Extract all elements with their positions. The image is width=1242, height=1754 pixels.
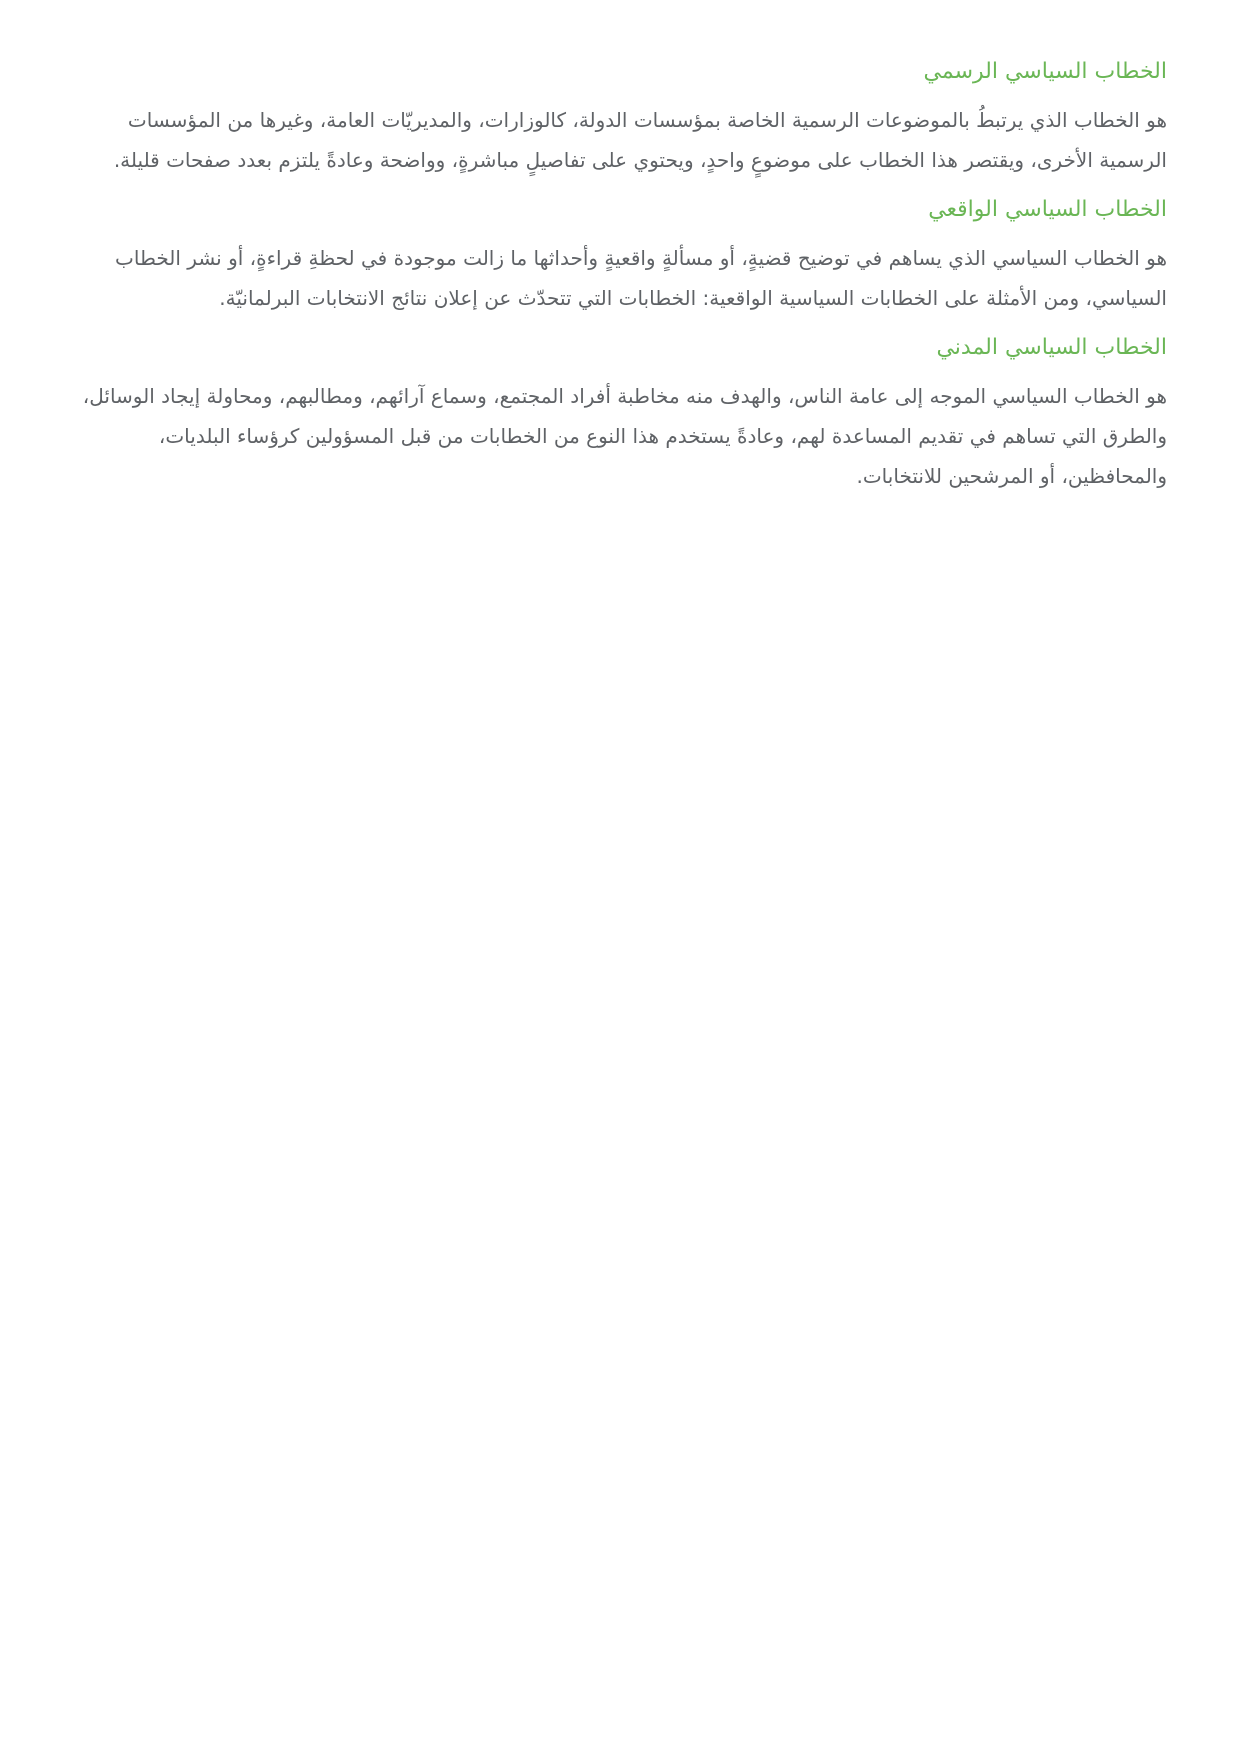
section-body: هو الخطاب الذي يرتبطُ بالموضوعات الرسمية الخاصة بمؤسسات الدولة، كالوزارات، والمديريّات العامة، وغيرها من المؤسسات الرسمية الأخرى، ويقتصر هذا الخطاب على موضوعٍ واحدٍ، ويحتوي على تفاصيلٍ مباشرةٍ، وواضحة وعادةً يلتزم بعدد صفحات قليلة. (113, 108, 1167, 172)
section-civil-speech (75, 332, 1167, 496)
section-body: هو الخطاب السياسي الموجه إلى عامة الناس، والهدف منه مخاطبة أفراد المجتمع، وسماع آرائهم، ومطالبهم، ومحاولة إيجاد الوسائل، والطرق التي تساهم في تقديم المساعدة لهم، وعادةً يستخدم هذا النوع من الخطابات من قبل المسؤولين كرؤساء البلديات، والمحافظين، أو المرشحين للانتخابات. (82, 384, 1167, 488)
section-official-speech (75, 56, 1167, 180)
section-title: الخطاب السياسي المدني (936, 335, 1167, 360)
section-title: الخطاب السياسي الواقعي (928, 197, 1167, 222)
section-body: هو الخطاب السياسي الذي يساهم في توضيح قضيةٍ، أو مسألةٍ واقعيةٍ وأحداثها ما زالت موجودة في لحظةِ قراءةٍ، أو نشر الخطاب السياسي، ومن الأمثلة على الخطابات السياسية الواقعية: الخطابات التي تتحدّث عن إعلان نتائج الانتخابات البرلمانيّة. (115, 246, 1167, 310)
section-title: الخطاب السياسي الرسمي (923, 59, 1167, 84)
section-realistic-speech (75, 194, 1167, 318)
